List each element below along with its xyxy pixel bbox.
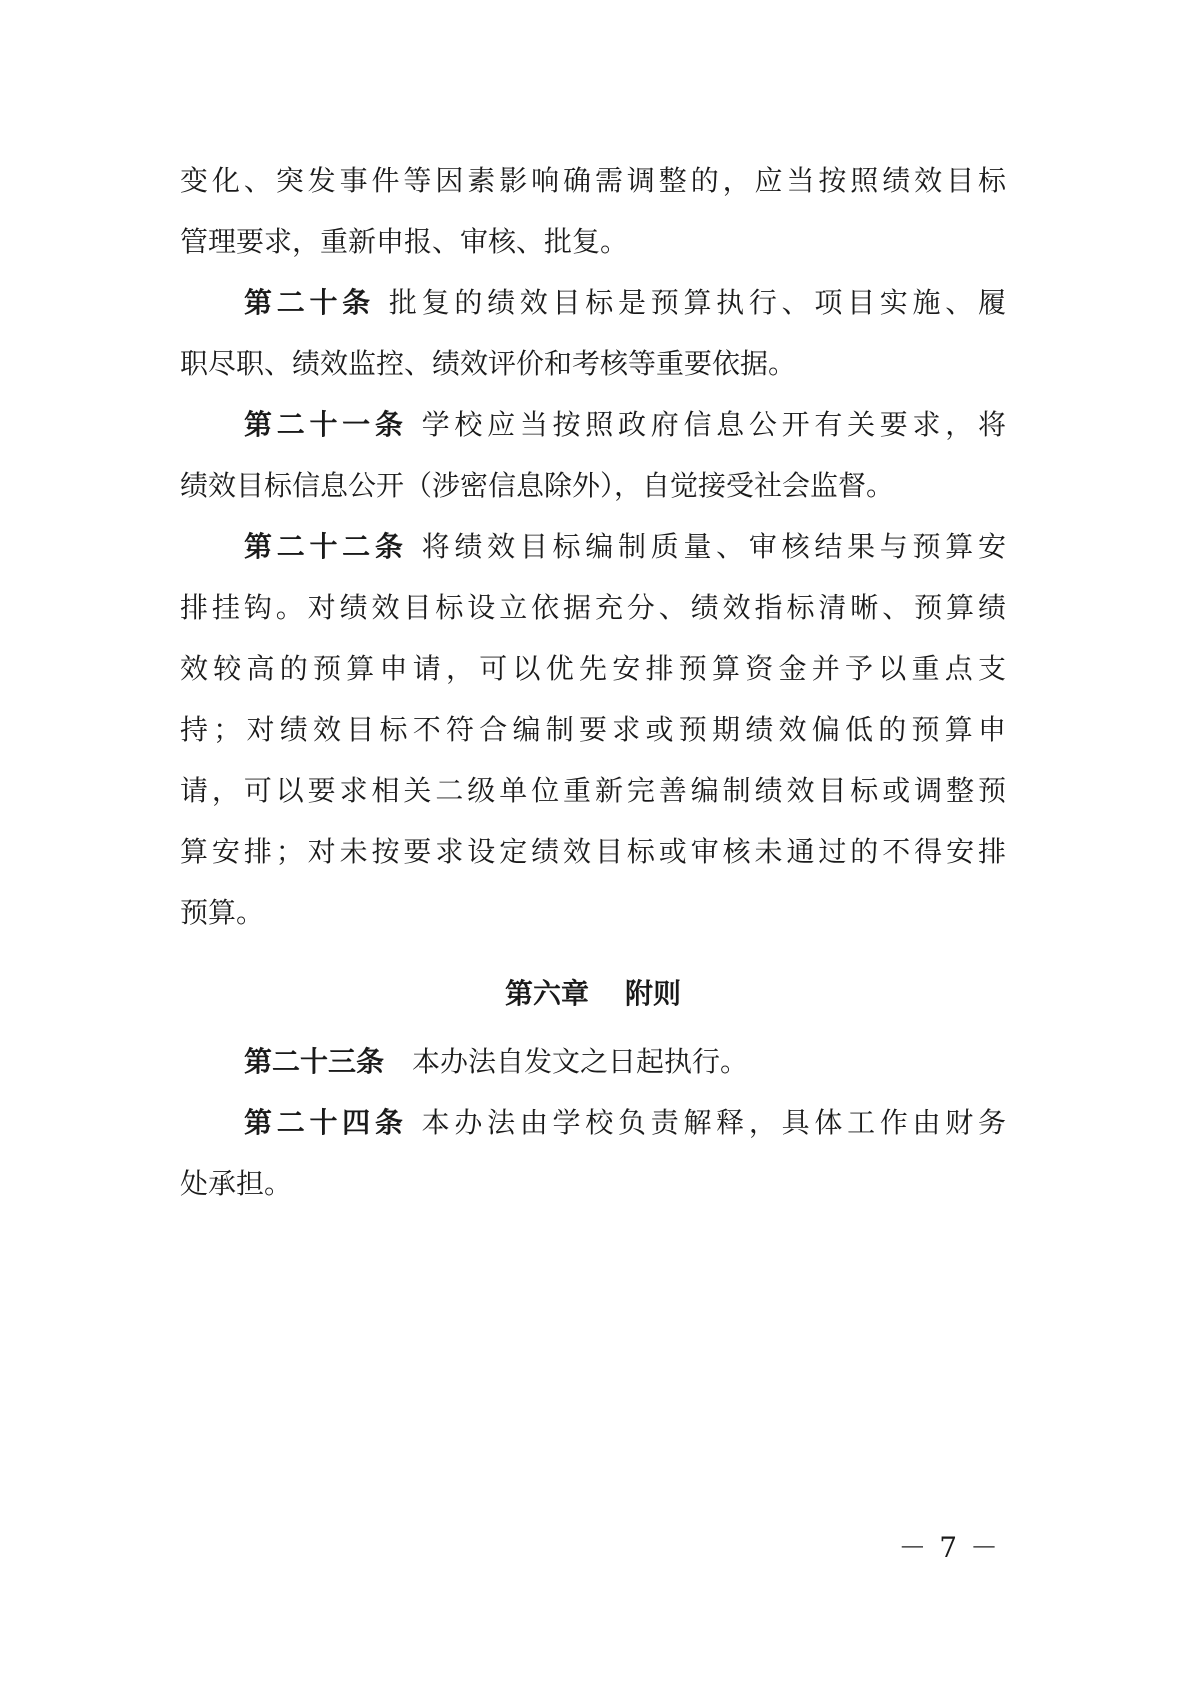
paragraph-line: 管理要求，重新申报、审核、批复。 — [180, 225, 629, 258]
paragraph-line: 预算。 — [180, 896, 265, 929]
article-text: 将绩效目标编制质量、审核结果与预算安 — [421, 530, 1006, 563]
document-body — [180, 150, 1006, 1214]
article-20-line — [180, 272, 1006, 333]
article-22-line — [180, 516, 1006, 577]
article-text: 批复的绩效目标是预算执行、项目实施、履 — [388, 286, 1006, 319]
article-heading: 第二十三条 — [244, 1045, 385, 1078]
paragraph-line: 变化、突发事件等因素影响确需调整的，应当按照绩效目标 — [180, 164, 1006, 197]
paragraph-line: 效较高的预算申请，可以优先安排预算资金并予以重点支 — [180, 652, 1006, 685]
chapter-number: 第六章 — [504, 977, 589, 1010]
article-text: 学校应当按照政府信息公开有关要求，将 — [421, 408, 1006, 441]
paragraph-line: 绩效目标信息公开（涉密信息除外），自觉接受社会监督。 — [180, 469, 895, 502]
article-text: 本办法自发文之日起执行。 — [412, 1045, 749, 1078]
article-21-line — [180, 394, 1006, 455]
article-heading: 第二十二条 — [244, 530, 408, 563]
article-24-line — [180, 1092, 1006, 1153]
article-heading: 第二十四条 — [244, 1106, 408, 1139]
article-heading: 第二十条 — [244, 286, 375, 319]
paragraph-line: 持；对绩效目标不符合编制要求或预期绩效偏低的预算申 — [180, 713, 1006, 746]
page-number: － 7 － — [898, 1531, 1000, 1564]
article-text: 本办法由学校负责解释，具体工作由财务 — [421, 1106, 1006, 1139]
paragraph-line: 职尽职、绩效监控、绩效评价和考核等重要依据。 — [180, 347, 797, 380]
article-heading: 第二十一条 — [244, 408, 408, 441]
paragraph-line: 处承担。 — [180, 1167, 293, 1200]
chapter-heading — [180, 965, 1006, 1023]
paragraph-line: 请，可以要求相关二级单位重新完善编制绩效目标或调整预 — [180, 774, 1006, 807]
paragraph-line: 算安排；对未按要求设定绩效目标或审核未通过的不得安排 — [180, 835, 1006, 868]
paragraph-line: 排挂钩。对绩效目标设立依据充分、绩效指标清晰、预算绩 — [180, 591, 1006, 624]
chapter-title: 附则 — [625, 977, 682, 1010]
article-23-line — [180, 1031, 1006, 1092]
